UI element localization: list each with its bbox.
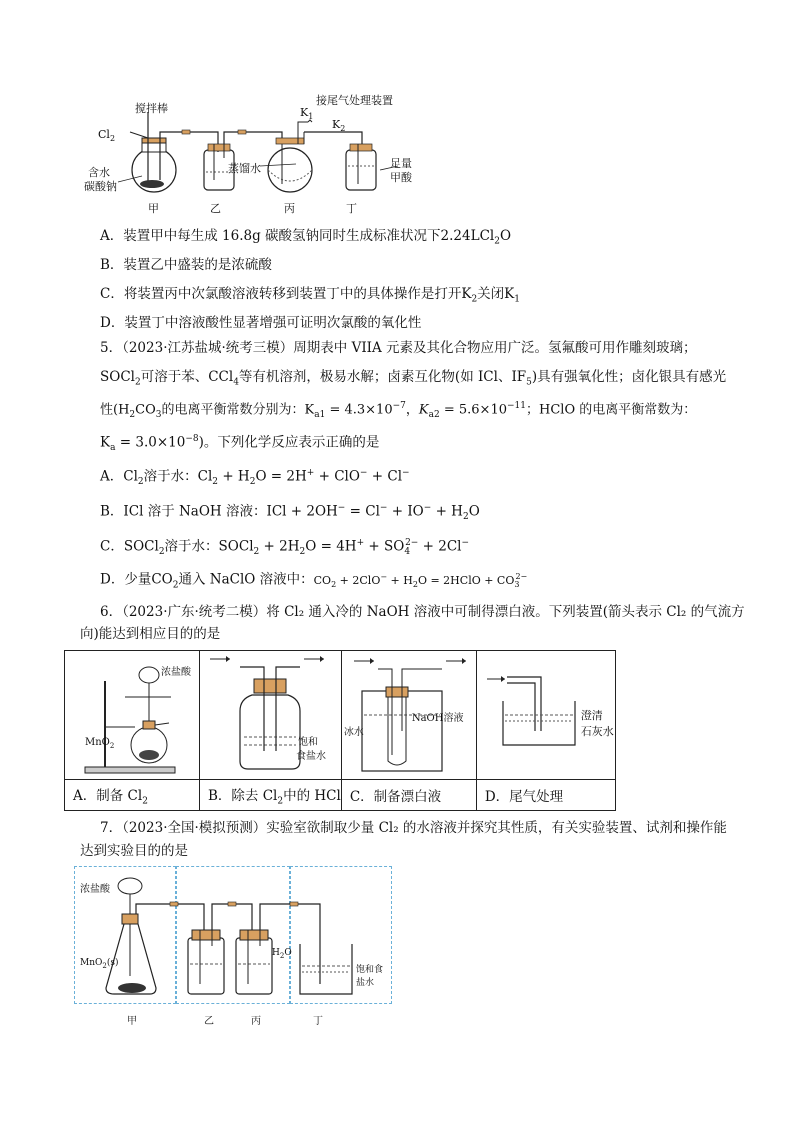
q7-yi-label: 乙 bbox=[204, 1016, 214, 1027]
q7-stem-line-2: 达到实验目的的是 bbox=[80, 843, 188, 859]
q6-figure-c-cell bbox=[341, 651, 476, 780]
q6c-ice-water-label: 冰水 bbox=[343, 727, 364, 738]
q4-k1-label: $K_1$ bbox=[300, 106, 314, 122]
q4-ding-label: 丁 bbox=[346, 202, 357, 215]
q7-stem-line-1: 7．（2023·全国·模拟预测）实验室欲制取少量 Cl₂ 的水溶液并探究其性质，有关实验装置、试剂和操作能 bbox=[100, 820, 727, 836]
q6-figure-a-cell bbox=[65, 651, 200, 780]
q4-option-d: D．装置丁中溶液酸性显著增强可证明次氯酸的氧化性 bbox=[100, 315, 422, 331]
q7-sat-nacl-label-1: 饱和食 bbox=[356, 965, 384, 975]
q7-mno2-label: MnO$_2$(s) bbox=[80, 958, 119, 970]
q4-cl2-label: $Cl_2$ bbox=[98, 128, 116, 144]
q5-stem-line-3: 性($H_2CO_3$的电离平衡常数分别为：$K_{a1} = 4.3\times 10^{-7}$，$K_{a2} = 5.6\times 10^{-11}$；HClO 的电离平衡常数为： bbox=[100, 401, 697, 420]
q5-stem-line-2: SOCl$_2$可溶于苯、CCl$_4$等有机溶剂，极易水解；卤素互化物(如 ICl、$IF_5$)具有强氧化性；卤化银具有感光 bbox=[100, 369, 727, 388]
q4-option-c: C．将装置丙中次氯酸溶液转移到装置丁中的具体操作是打开$K_2$关闭$K_1$ bbox=[100, 286, 520, 305]
q6-stem-line-1: 6．（2023·广东·统考二模）将 Cl₂ 通入冷的 NaOH 溶液中可制得漂白液。下列装置(箭头表示 Cl₂ 的气流方 bbox=[100, 604, 745, 620]
q6-stem-line-2: 向)能达到相应目的的是 bbox=[80, 626, 221, 642]
q6-figure-d-cell bbox=[476, 651, 615, 780]
q4-formic-acid-label-2: 甲酸 bbox=[390, 171, 412, 184]
q6-caption-d: D．尾气处理 bbox=[476, 780, 615, 811]
q7-sat-nacl-label-2: 盐水 bbox=[356, 978, 375, 988]
q5-option-b: B．ICl 溶于 NaOH 溶液：ICl + $2OH^- = Cl^- + IO^- + H_2O$ bbox=[100, 503, 480, 523]
q6-caption-b: B．除去 $Cl_2$中的 HCl bbox=[200, 780, 342, 811]
q6b-sat-nacl-label-2: 食盐水 bbox=[296, 751, 326, 762]
q4-stir-rod-label: 搅拌棒 bbox=[135, 102, 168, 115]
q4-option-a: A．装置甲中每生成 16.8g 碳酸氢钠同时生成标准状况下2.24LCl$_2$O bbox=[100, 228, 512, 247]
q6-caption-a: A．制备 $Cl_2$ bbox=[65, 780, 200, 811]
q4-jia-label: 甲 bbox=[148, 202, 159, 215]
q7-h2o-label: $H_2O$ bbox=[272, 948, 292, 960]
q4-distilled-water-label: 蒸馏水 bbox=[228, 162, 261, 175]
q4-yi-label: 乙 bbox=[210, 202, 221, 215]
q4-tail-gas-label: 接尾气处理装置 bbox=[316, 94, 393, 107]
q4-water-na2co3-label-2: 碳酸钠 bbox=[84, 180, 117, 193]
q6-options-table bbox=[64, 650, 616, 811]
q5-option-d: D．少量$CO_2$通入 NaClO 溶液中：$CO_2 + 2ClO^- + H_2O$ = 2HClO + $CO_3^{2-}$ bbox=[100, 571, 528, 591]
q5-stem-line-1: 5．（2023·江苏盐城·统考三模）周期表中 VIIA 元素及其化合物应用广泛。氢氟酸可用作雕刻玻璃； bbox=[100, 340, 697, 356]
q7-jia-label: 甲 bbox=[127, 1016, 137, 1027]
q6b-sat-nacl-label-1: 饱和 bbox=[298, 737, 318, 748]
q4-water-na2co3-label-1: 含水 bbox=[88, 166, 110, 179]
q5-option-c: C．SOCl$_2$溶于水：SOCl$_2$ + $2H_2O = 4H^+ + SO_4^{2-} + 2Cl^-$ bbox=[100, 538, 470, 558]
q7-conc-hcl-label: 浓盐酸 bbox=[80, 884, 110, 895]
q6d-limewater-label-2: 石灰水 bbox=[580, 725, 614, 738]
q6a-conc-hcl-label: 浓盐酸 bbox=[161, 667, 191, 678]
q6c-naoh-label: NaOH溶液 bbox=[411, 713, 464, 724]
q5-option-a: A．$Cl_2$溶于水：$Cl_2 + H_2O = 2H^+ + ClO^- + Cl^-$ bbox=[100, 468, 410, 488]
q6a-mno2-label: MnO$_2$ bbox=[85, 737, 115, 750]
q4-option-b: B．装置乙中盛装的是浓硫酸 bbox=[100, 257, 272, 273]
q5-stem-line-4: $K_a = 3.0\times 10^{-8}$)。下列化学反应表示正确的是 bbox=[100, 434, 380, 454]
q6d-limewater-label-1: 澄清 bbox=[580, 709, 603, 722]
q7-ding-label: 丁 bbox=[313, 1016, 323, 1027]
q6-figure-b-cell bbox=[200, 651, 342, 780]
q4-k2-label: $K_2$ bbox=[332, 118, 346, 134]
q4-bing-label: 丙 bbox=[284, 202, 295, 215]
q7-bing-label: 丙 bbox=[251, 1016, 261, 1027]
q4-formic-acid-label-1: 足量 bbox=[390, 157, 412, 170]
q6-caption-c: C．制备漂白液 bbox=[341, 780, 476, 811]
q7-apparatus-figure bbox=[74, 866, 390, 1002]
